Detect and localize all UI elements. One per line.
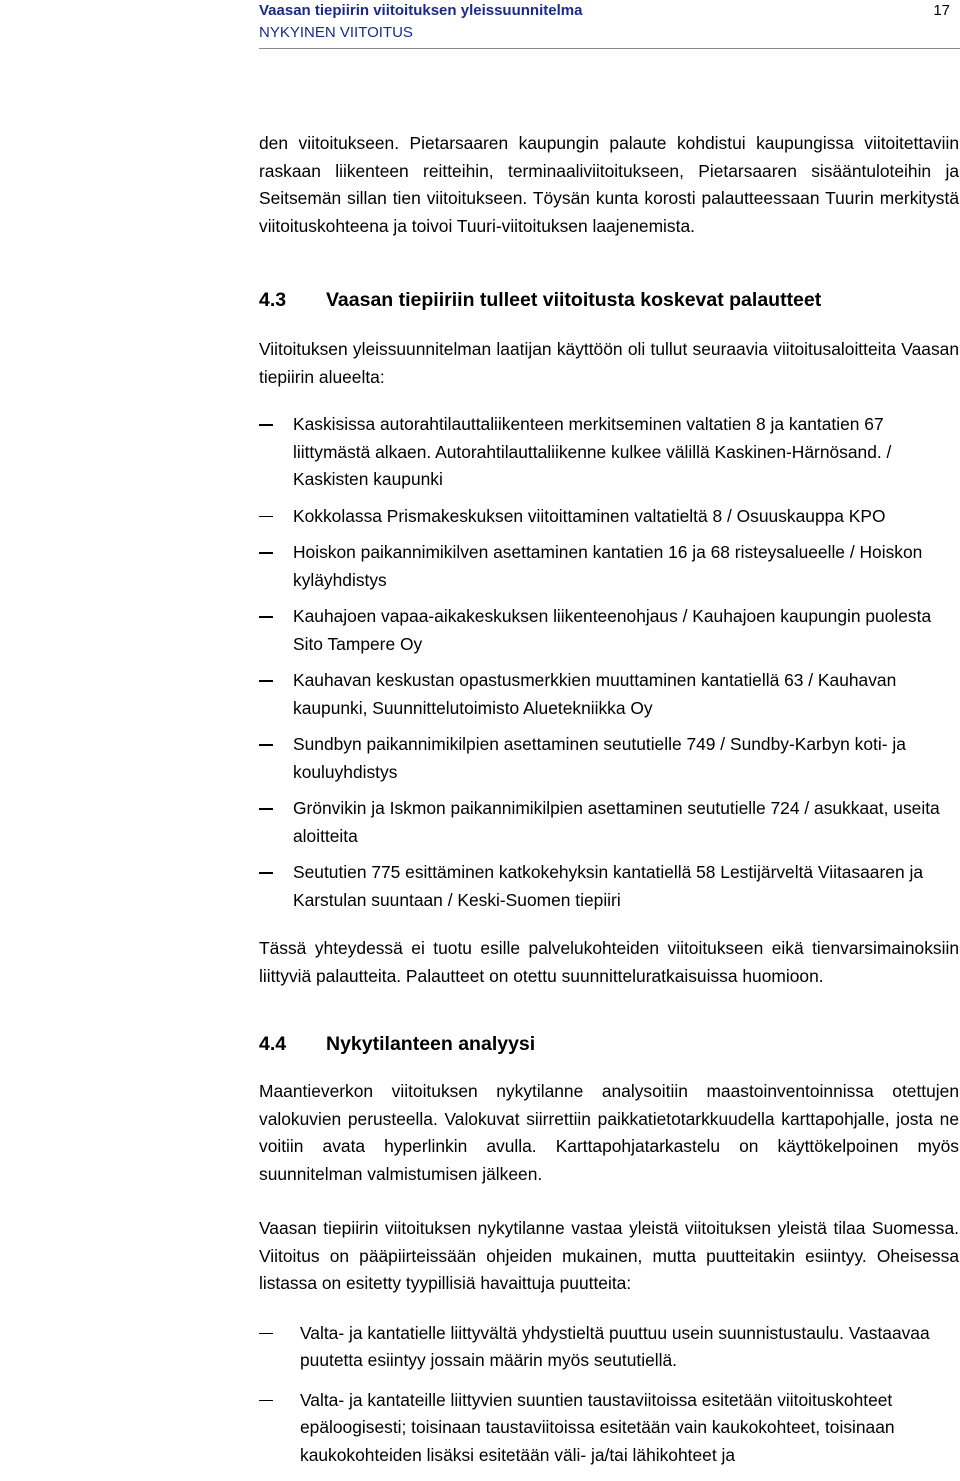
closing-paragraph: Tässä yhteydessä ei tuotu esille palvelukohteiden viitoitukseen eikä tienvarsimainoksiin liittyviä palautteita. Palautteet on otettu suunnitteluratkaisuissa huomioon. [259,938,959,986]
section-title: Nykytilanteen analyysi [326,1033,536,1055]
section-title: Vaasan tiepiiriin tulleet viitoitusta koskevat palautteet [326,289,822,311]
page-header [259,0,960,49]
page-content [259,130,959,1481]
section-number: 4.3 [259,289,287,311]
dash-bullet-icon [259,1400,273,1402]
dash-bullet-icon [259,516,273,518]
dash-bullet-icon [259,744,273,746]
list-item: Kaskisissa autorahtilauttaliikenteen merkitseminen valtatien 8 ja kantatien 67 liittymästä alkaen. Autorahtilauttaliikenne kulkee välillä Kaskinen-Härnösand. / Kaskisten kaupunki [259,411,959,494]
feedback-list [259,411,959,914]
dash-bullet-icon [259,680,273,682]
list-item: Sundbyn paikannimikilpien asettaminen seututielle 749 / Sundby-Karbyn koti- ja kouluyhdistys [259,731,959,786]
dash-bullet-icon [259,616,273,618]
dash-bullet-icon [259,872,273,874]
section-lead-paragraph: Viitoituksen yleissuunnitelman laatijan käyttöön oli tullut seuraavia viitoitusaloitteita Vaasan tiepiirin alueelta: [259,339,959,387]
section-number: 4.4 [259,1033,287,1055]
list-item: Valta- ja kantateille liittyvien suuntien taustaviitoissa esitetään viitoituskohteet epäloogisesti; toisinaan taustaviitoissa esitetään vain kaukokohteet, toisinaan kaukokohteiden lisäksi esitetään väli- ja/tai lähikohteet ja [259,1387,959,1470]
chapter-title: NYKYINEN VIITOITUS [259,24,413,41]
list-item: Hoiskon paikannimikilven asettaminen kantatien 16 ja 68 risteysalueelle / Hoiskon kyläyhdistys [259,539,959,594]
dash-bullet-icon [259,808,273,810]
analysis-paragraph-2: Vaasan tiepiirin viitoituksen nykytilanne vastaa yleistä viitoituksen yleistä tilaa Suomessa. Viitoitus on pääpiirteissään ohjeiden mukainen, mutta puutteitakin esiintyy. Oheisessa listassa on esitetty tyypillisiä havaittuja puutteita: [259,1218,959,1293]
page-number: 17 [933,2,950,19]
intro-paragraph: den viitoitukseen. Pietarsaaren kaupungin palaute kohdistui kaupungissa viitoitettaviin raskaan liikenteen reitteihin, terminaaliviitoitukseen, Pietarsaaren sisääntuloteihin ja Seitsemän sillan tien viitoitukseen. Töysän kunta korosti palautteessaan Tuurin merkitystä viitoituskohteena ja toivoi Tuuri-viitoituksen laajenemista. [259,133,959,236]
dash-bullet-icon [259,424,273,426]
list-item: Seututien 775 esittäminen katkokehyksin kantatiellä 58 Lestijärveltä Viitasaaren ja Karstulan suuntaan / Keski-Suomen tiepiiri [259,859,959,914]
analysis-paragraph-1: Maantieverkon viitoituksen nykytilanne analysoitiin maastoinventoinnissa otettujen valokuvien perusteella. Valokuvat siirrettiin paikkatietotarkkuudella karttapohjalle, josta ne voitiin avata hyperlinkin avulla. Karttapohjatarkastelu on käyttökelpoinen myös suunnitelman valmistumisen jälkeen. [259,1081,959,1184]
list-item: Kauhavan keskustan opastusmerkkien muuttaminen kantatiellä 63 / Kauhavan kaupunki, Suunnittelutoimisto Aluetekniikka Oy [259,667,959,722]
list-item: Kokkolassa Prismakeskuksen viitoittaminen valtatieltä 8 / Osuuskauppa KPO [259,503,959,531]
deficiency-list [259,1320,959,1470]
dash-bullet-icon [259,552,273,554]
list-item: Valta- ja kantatielle liittyvältä yhdystieltä puuttuu usein suunnistustaulu. Vastaavaa puutetta esiintyy jossain määrin myös seututiellä. [259,1320,959,1375]
list-item: Kauhajoen vapaa-aikakeskuksen liikenteenohjaus / Kauhajoen kaupungin puolesta Sito Tampere Oy [259,603,959,658]
dash-bullet-icon [259,1333,273,1335]
document-title: Vaasan tiepiirin viitoituksen yleissuunnitelma [259,2,583,19]
section-heading-4-3 [259,286,959,314]
list-item: Grönvikin ja Iskmon paikannimikilpien asettaminen seututielle 724 / asukkaat, useita aloitteita [259,795,959,850]
section-heading-4-4 [259,1030,959,1058]
